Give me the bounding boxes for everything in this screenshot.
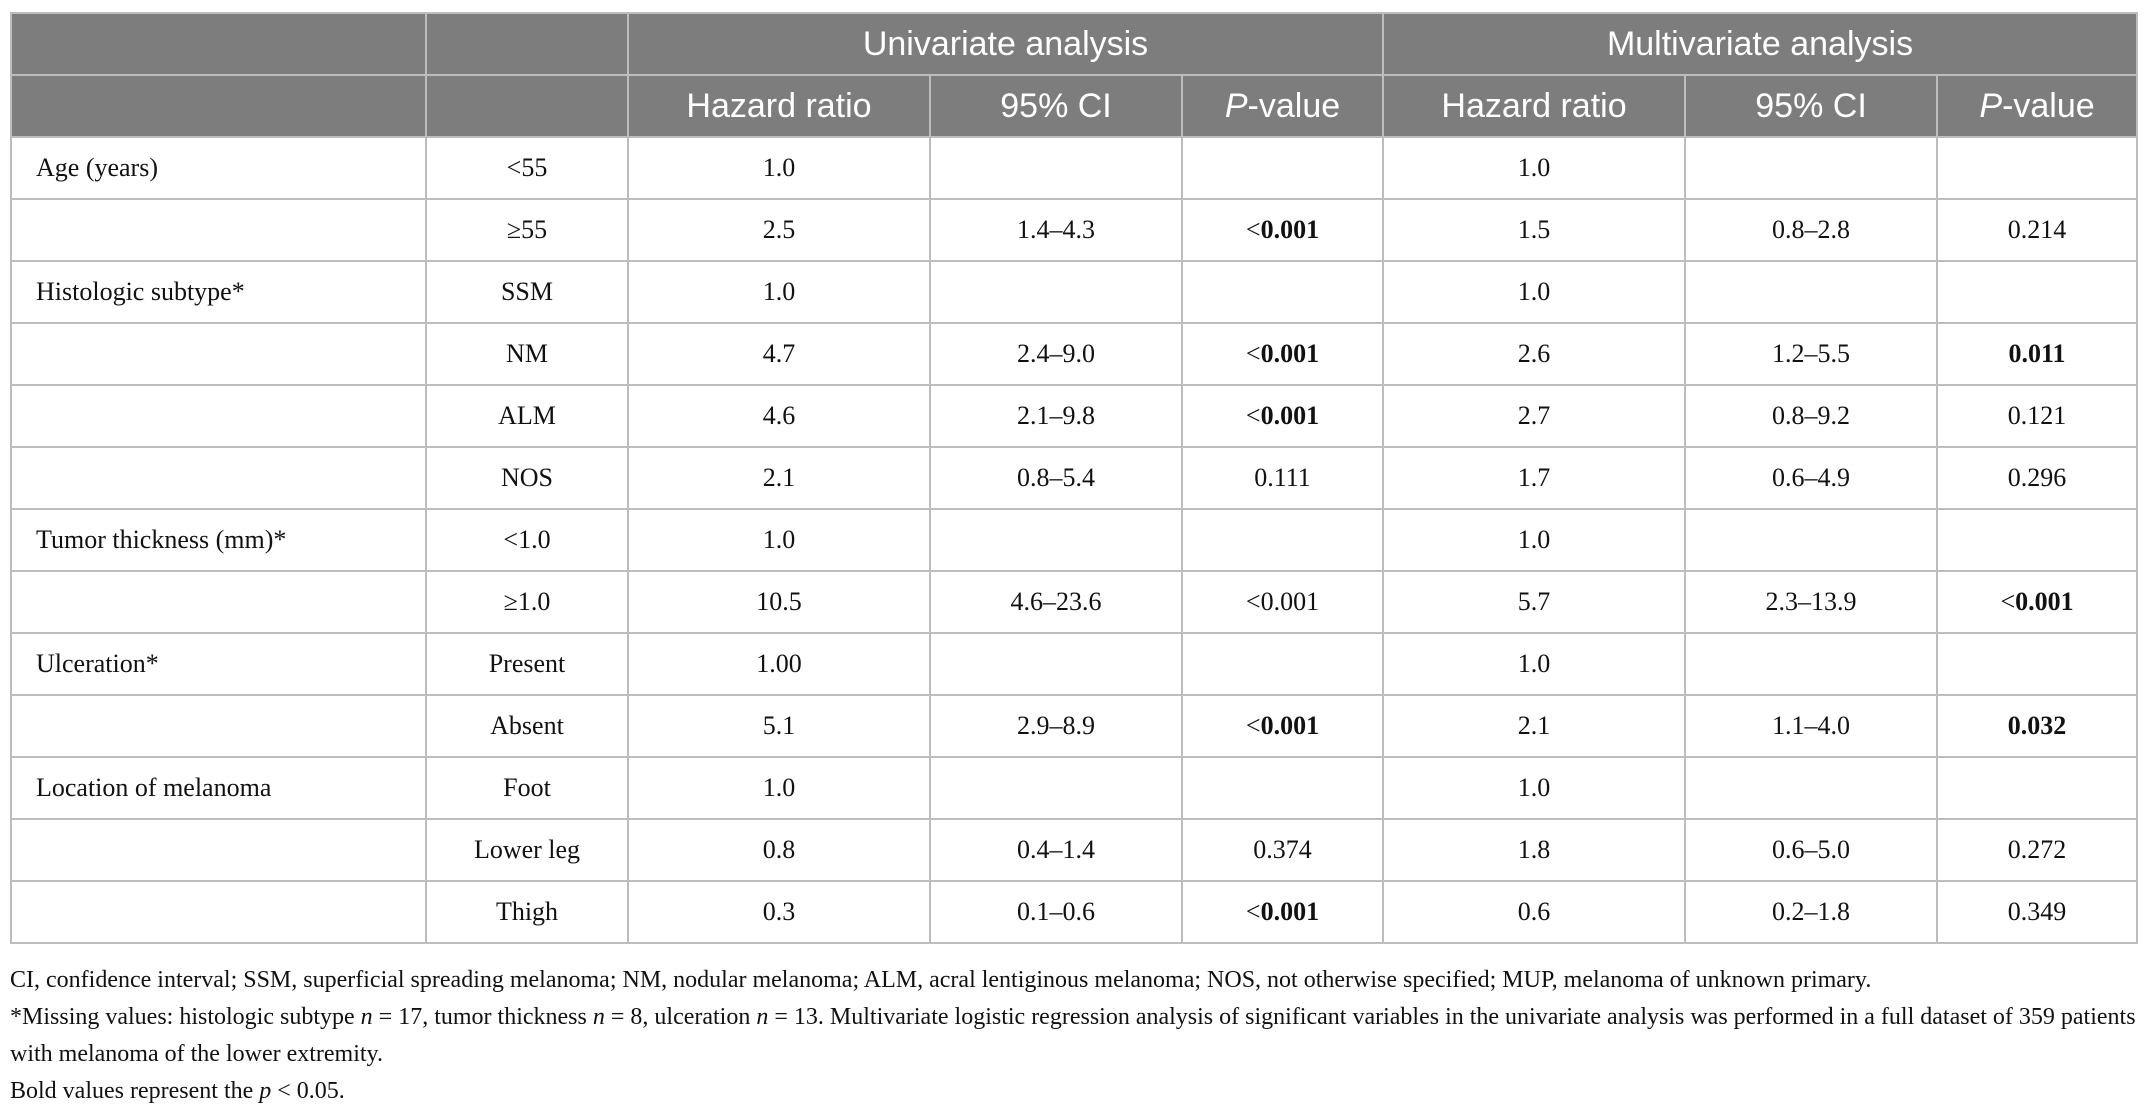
cell-univariate-hr (628, 447, 930, 509)
cell-univariate-p-text: < (1245, 339, 1261, 368)
table-body (11, 137, 2137, 943)
cell-univariate-hr-text: 1.00 (756, 649, 802, 678)
cell-variable (11, 881, 426, 943)
cell-univariate-p (1182, 509, 1383, 571)
header-row-columns (11, 75, 2137, 137)
cell-univariate-hr-text: 5.1 (762, 711, 796, 740)
cell-multivariate-hr-text: 2.7 (1517, 401, 1551, 430)
cell-univariate-ci (930, 261, 1182, 323)
cell-multivariate-hr-text: 5.7 (1517, 587, 1551, 616)
header-multivariate-hr: Hazard ratio (1383, 75, 1685, 137)
cell-multivariate-p (1937, 137, 2137, 199)
cell-univariate-hr-text: 1.0 (762, 525, 796, 554)
footnote-italic-n: n (360, 1004, 373, 1030)
cell-multivariate-hr (1383, 199, 1685, 261)
cell-category (426, 323, 628, 385)
footnote-italic-p: p (259, 1078, 272, 1104)
cell-multivariate-ci (1685, 137, 1937, 199)
cell-multivariate-hr (1383, 695, 1685, 757)
cell-univariate-ci (930, 757, 1182, 819)
cell-multivariate-p (1937, 695, 2137, 757)
cell-univariate-p (1182, 199, 1383, 261)
cell-univariate-p (1182, 695, 1383, 757)
cell-univariate-ci (930, 509, 1182, 571)
cell-variable-text: Location of melanoma (36, 773, 272, 802)
cell-category-text: ≥55 (506, 215, 548, 244)
header-multivariate-ci: 95% CI (1685, 75, 1937, 137)
cell-category (426, 199, 628, 261)
cell-univariate-p-text: 0.374 (1253, 835, 1312, 864)
cell-variable-text: Age (years) (36, 153, 158, 182)
cell-univariate-hr (628, 199, 930, 261)
cell-category-text: SSM (500, 277, 554, 306)
cell-variable-text: Histologic subtype* (36, 277, 245, 306)
cell-multivariate-ci (1685, 881, 1937, 943)
table-row (11, 633, 2137, 695)
cell-multivariate-p-bold: 0.001 (2015, 587, 2074, 616)
cell-univariate-hr (628, 261, 930, 323)
cell-multivariate-p-bold: 0.032 (2007, 711, 2067, 740)
cell-multivariate-ci (1685, 509, 1937, 571)
cell-multivariate-p-text: 0.272 (2007, 835, 2067, 864)
table-row (11, 447, 2137, 509)
cell-univariate-p (1182, 881, 1383, 943)
footnote-text: = 8, ulceration (604, 1004, 757, 1030)
header-row-groups (11, 13, 2137, 75)
cell-univariate-ci-text: 0.4–1.4 (1017, 835, 1095, 864)
header-univariate-hr: Hazard ratio (628, 75, 930, 137)
table-row (11, 819, 2137, 881)
hazard-ratio-table (10, 12, 2138, 944)
cell-category (426, 509, 628, 571)
cell-variable (11, 757, 426, 819)
cell-univariate-hr (628, 881, 930, 943)
cell-univariate-hr (628, 571, 930, 633)
cell-univariate-ci-text: 4.6–23.6 (1010, 587, 1102, 616)
cell-multivariate-ci-text: 0.6–4.9 (1772, 463, 1851, 492)
header-empty-cell (11, 75, 426, 137)
cell-univariate-ci-text: 2.4–9.0 (1017, 339, 1095, 368)
cell-univariate-ci-text: 2.1–9.8 (1017, 401, 1095, 430)
header-multivariate: Multivariate analysis (1383, 13, 2137, 75)
header-empty-cell (426, 75, 628, 137)
cell-univariate-hr (628, 509, 930, 571)
cell-univariate-hr-text: 4.6 (762, 401, 796, 430)
table-row (11, 199, 2137, 261)
cell-univariate-hr (628, 757, 930, 819)
cell-multivariate-ci (1685, 695, 1937, 757)
cell-multivariate-ci-text: 1.1–4.0 (1772, 711, 1851, 740)
cell-univariate-p (1182, 385, 1383, 447)
cell-multivariate-hr-text: 1.0 (1517, 277, 1551, 306)
cell-univariate-hr-text: 1.0 (762, 153, 796, 182)
cell-variable (11, 385, 426, 447)
cell-univariate-p (1182, 261, 1383, 323)
cell-multivariate-hr (1383, 757, 1685, 819)
cell-multivariate-hr (1383, 819, 1685, 881)
cell-multivariate-ci-text: 2.3–13.9 (1765, 587, 1857, 616)
cell-multivariate-p-text: 0.214 (2007, 215, 2067, 244)
cell-univariate-hr (628, 633, 930, 695)
cell-multivariate-ci (1685, 261, 1937, 323)
cell-multivariate-hr (1383, 509, 1685, 571)
header-empty-cell (11, 13, 426, 75)
p-suffix: -value (1247, 86, 1341, 125)
cell-category (426, 881, 628, 943)
header-univariate-ci: 95% CI (930, 75, 1182, 137)
cell-multivariate-ci (1685, 199, 1937, 261)
cell-multivariate-hr-text: 1.0 (1517, 773, 1551, 802)
header-multivariate-p (1937, 75, 2137, 137)
footnote-missing-values (10, 999, 2136, 1073)
cell-multivariate-p (1937, 261, 2137, 323)
cell-category-text: Absent (490, 711, 564, 740)
footnote-text: = 17, tumor thickness (372, 1004, 593, 1030)
cell-univariate-p-text: 0.111 (1254, 463, 1311, 492)
footnote-text: = 13. Multivariate logistic regression analysis of significant variables in the univariate analysis was performed in a full dataset of 359 patients with melanoma of the lower extremity. (10, 1004, 2136, 1067)
cell-variable (11, 447, 426, 509)
cell-multivariate-ci (1685, 447, 1937, 509)
table-row (11, 261, 2137, 323)
cell-multivariate-p-text: < (2000, 587, 2016, 616)
cell-univariate-p-text: < (1245, 401, 1261, 430)
cell-variable (11, 261, 426, 323)
cell-multivariate-hr-text: 0.6 (1517, 897, 1551, 926)
cell-variable (11, 137, 426, 199)
cell-multivariate-p (1937, 819, 2137, 881)
cell-category (426, 571, 628, 633)
cell-univariate-hr (628, 137, 930, 199)
p-italic: P (1224, 86, 1248, 125)
footnote-text: Bold values represent the (10, 1078, 260, 1104)
cell-univariate-ci (930, 633, 1182, 695)
cell-multivariate-ci (1685, 633, 1937, 695)
cell-univariate-ci (930, 323, 1182, 385)
cell-multivariate-hr (1383, 881, 1685, 943)
cell-univariate-p (1182, 819, 1383, 881)
cell-univariate-p (1182, 323, 1383, 385)
cell-multivariate-p-text: 0.349 (2007, 897, 2067, 926)
cell-multivariate-ci-text: 1.2–5.5 (1772, 339, 1851, 368)
cell-multivariate-p-bold: 0.011 (2008, 339, 2066, 368)
p-suffix: -value (2002, 86, 2095, 125)
table-row (11, 385, 2137, 447)
cell-multivariate-p (1937, 633, 2137, 695)
cell-multivariate-p (1937, 571, 2137, 633)
table-row (11, 323, 2137, 385)
cell-univariate-ci-text: 2.9–8.9 (1017, 711, 1095, 740)
cell-category (426, 695, 628, 757)
table-row (11, 695, 2137, 757)
cell-univariate-p-text: < (1245, 711, 1261, 740)
table-row (11, 757, 2137, 819)
cell-multivariate-ci-text: 0.2–1.8 (1772, 897, 1851, 926)
cell-univariate-p-bold: 0.001 (1260, 897, 1320, 926)
cell-univariate-p-bold: 0.001 (1260, 711, 1320, 740)
cell-category (426, 385, 628, 447)
cell-univariate-ci-text: 0.1–0.6 (1017, 897, 1095, 926)
cell-multivariate-hr (1383, 385, 1685, 447)
cell-univariate-p-text: < (1245, 897, 1261, 926)
table-row (11, 509, 2137, 571)
cell-category (426, 757, 628, 819)
cell-univariate-ci (930, 819, 1182, 881)
cell-univariate-ci (930, 385, 1182, 447)
cell-variable-text: Ulceration* (36, 649, 159, 678)
header-univariate: Univariate analysis (628, 13, 1383, 75)
p-italic: P (1979, 86, 2003, 125)
cell-univariate-hr-text: 2.1 (762, 463, 796, 492)
cell-category (426, 137, 628, 199)
cell-category (426, 261, 628, 323)
cell-univariate-ci (930, 199, 1182, 261)
cell-univariate-hr (628, 385, 930, 447)
cell-multivariate-hr-text: 1.5 (1517, 215, 1551, 244)
table-footnotes (10, 962, 2136, 1110)
cell-multivariate-hr-text: 2.6 (1517, 339, 1551, 368)
cell-multivariate-p-text: 0.121 (2007, 401, 2067, 430)
table-row (11, 137, 2137, 199)
cell-univariate-hr (628, 695, 930, 757)
cell-variable (11, 695, 426, 757)
cell-univariate-hr (628, 323, 930, 385)
cell-univariate-p-text: <0.001 (1245, 587, 1320, 616)
cell-multivariate-hr-text: 1.7 (1517, 463, 1551, 492)
cell-multivariate-p (1937, 199, 2137, 261)
cell-multivariate-hr (1383, 323, 1685, 385)
cell-multivariate-ci (1685, 757, 1937, 819)
cell-univariate-ci (930, 447, 1182, 509)
cell-multivariate-ci-text: 0.6–5.0 (1772, 835, 1851, 864)
cell-univariate-hr (628, 819, 930, 881)
cell-category (426, 819, 628, 881)
cell-univariate-p (1182, 757, 1383, 819)
cell-multivariate-ci-text: 0.8–9.2 (1772, 401, 1851, 430)
cell-multivariate-ci (1685, 385, 1937, 447)
cell-variable (11, 819, 426, 881)
cell-multivariate-hr (1383, 447, 1685, 509)
cell-category-text: ≥1.0 (503, 587, 551, 616)
cell-multivariate-hr-text: 1.0 (1517, 525, 1551, 554)
cell-multivariate-ci (1685, 571, 1937, 633)
cell-multivariate-hr (1383, 571, 1685, 633)
cell-multivariate-ci (1685, 819, 1937, 881)
header-univariate-p (1182, 75, 1383, 137)
cell-univariate-p (1182, 571, 1383, 633)
cell-univariate-hr-text: 2.5 (762, 215, 796, 244)
table-row (11, 571, 2137, 633)
cell-univariate-ci (930, 881, 1182, 943)
cell-category-text: NOS (500, 463, 553, 492)
cell-variable (11, 571, 426, 633)
cell-multivariate-p (1937, 881, 2137, 943)
cell-univariate-ci (930, 571, 1182, 633)
cell-category (426, 447, 628, 509)
cell-multivariate-hr (1383, 261, 1685, 323)
cell-multivariate-hr-text: 1.8 (1517, 835, 1551, 864)
cell-univariate-p (1182, 447, 1383, 509)
cell-univariate-hr-text: 0.8 (762, 835, 796, 864)
cell-univariate-hr-text: 1.0 (762, 277, 796, 306)
cell-multivariate-hr-text: 1.0 (1517, 153, 1551, 182)
cell-univariate-p (1182, 633, 1383, 695)
footnote-italic-n: n (592, 1004, 605, 1030)
table-header (11, 13, 2137, 137)
footnote-abbreviations: CI, confidence interval; SSM, superficial spreading melanoma; NM, nodular melanoma; ALM, acral lentiginous melanoma; NOS, not otherwise specified; MUP, melanoma of unknown primary. (10, 967, 1872, 993)
cell-univariate-ci (930, 695, 1182, 757)
cell-univariate-p-bold: 0.001 (1260, 339, 1320, 368)
footnote-text: *Missing values: histologic subtype (10, 1004, 361, 1030)
cell-multivariate-hr (1383, 137, 1685, 199)
cell-category-text: <55 (506, 153, 548, 182)
cell-multivariate-ci (1685, 323, 1937, 385)
footnote-text: < 0.05. (271, 1078, 345, 1104)
cell-univariate-ci (930, 137, 1182, 199)
cell-multivariate-ci-text: 0.8–2.8 (1772, 215, 1851, 244)
cell-category-text: ALM (498, 401, 556, 430)
cell-univariate-p-text: < (1245, 215, 1261, 244)
cell-variable (11, 509, 426, 571)
cell-category-text: Foot (503, 773, 551, 802)
cell-univariate-hr-text: 4.7 (762, 339, 796, 368)
cell-variable (11, 633, 426, 695)
cell-multivariate-p (1937, 509, 2137, 571)
cell-univariate-hr-text: 0.3 (762, 897, 796, 926)
cell-univariate-hr-text: 1.0 (762, 773, 796, 802)
footnote-bold-values (10, 1073, 2136, 1110)
footnote-italic-n: n (756, 1004, 769, 1030)
cell-multivariate-p (1937, 447, 2137, 509)
cell-multivariate-p (1937, 323, 2137, 385)
cell-univariate-p (1182, 137, 1383, 199)
cell-univariate-ci-text: 0.8–5.4 (1017, 463, 1095, 492)
header-empty-cell (426, 13, 628, 75)
cell-univariate-hr-text: 10.5 (756, 587, 802, 616)
cell-category-text: Present (488, 649, 566, 678)
cell-multivariate-hr-text: 2.1 (1517, 711, 1551, 740)
cell-category-text: Lower leg (473, 835, 581, 864)
cell-multivariate-p (1937, 385, 2137, 447)
cell-multivariate-p (1937, 757, 2137, 819)
cell-univariate-ci-text: 1.4–4.3 (1017, 215, 1095, 244)
cell-category-text: Thigh (495, 897, 559, 926)
cell-univariate-p-bold: 0.001 (1260, 215, 1320, 244)
cell-multivariate-p-text: 0.296 (2007, 463, 2067, 492)
cell-category-text: NM (506, 339, 548, 368)
table-row (11, 881, 2137, 943)
cell-multivariate-hr (1383, 633, 1685, 695)
cell-univariate-p-bold: 0.001 (1260, 401, 1320, 430)
cell-multivariate-hr-text: 1.0 (1517, 649, 1551, 678)
cell-variable-text: Tumor thickness (mm)* (36, 525, 287, 554)
cell-variable (11, 323, 426, 385)
cell-variable (11, 199, 426, 261)
cell-category (426, 633, 628, 695)
cell-category-text: <1.0 (503, 525, 551, 554)
